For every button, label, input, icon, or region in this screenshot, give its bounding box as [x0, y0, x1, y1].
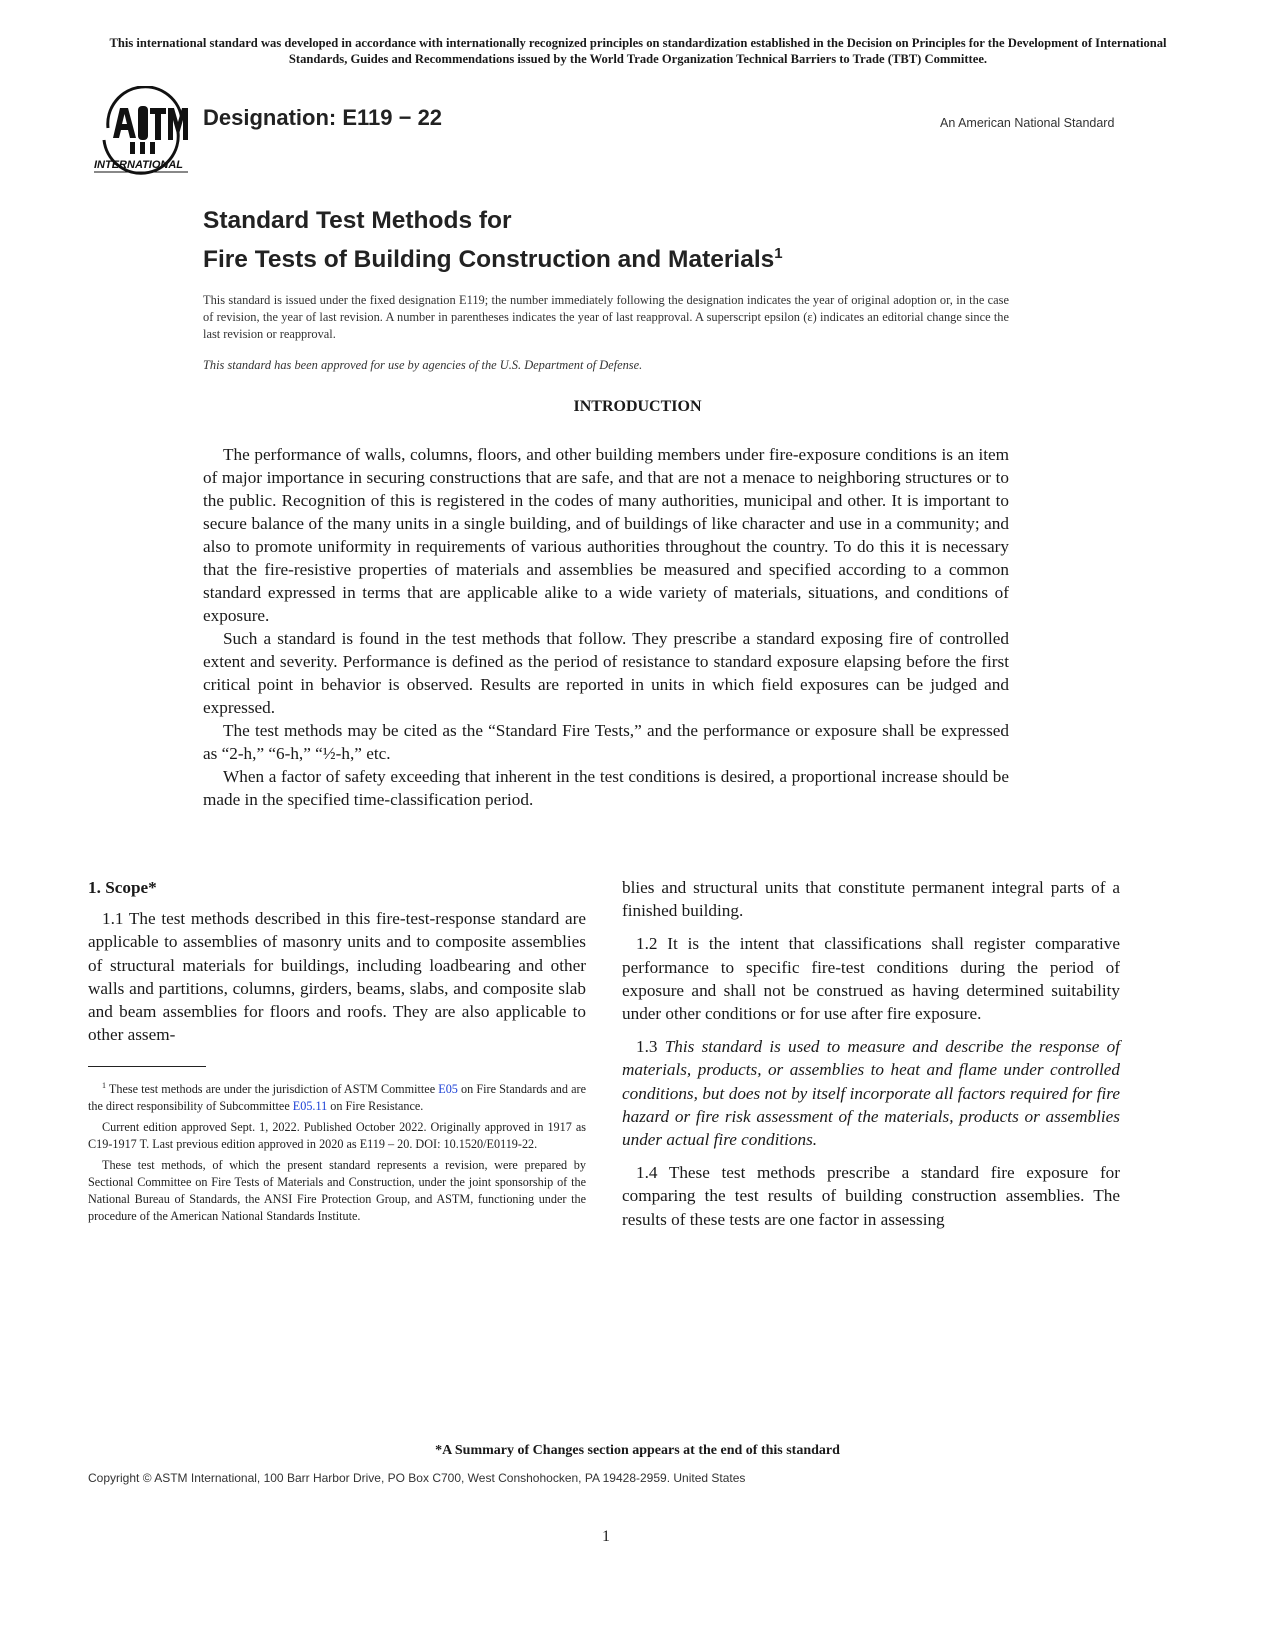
subcommittee-e05-11-link[interactable]: E05.11 [292, 1099, 328, 1114]
footnote-1 [88, 1077, 586, 1115]
designation: Designation: E119 − 22 [203, 105, 443, 130]
section-1-3-text: This standard is used to measure and describe the response of materials, products, or assemblies to heat and flame under controlled conditions, but does not by itself incorporate all factors required for fire hazard or fire risk assessment of the materials, products or assemblies under actual fire conditions. [622, 1037, 1121, 1150]
footnote-text: on Fire Resistance. [327, 1099, 424, 1114]
committee-e05-link[interactable]: E05 [438, 1082, 458, 1097]
left-column [88, 876, 586, 1056]
tbt-notice: This international standard was developed in accordance with internationally recognized principles on standardization established in the Decision on Principles for the Development of International Standards, Guides and Recommendations issued by the World Trade Organization Technical Barriers to Trade (TBT) Committee. [109, 36, 1167, 66]
section-1-1: 1.1 The test methods described in this fire-test-response standard are applicable to assemblies of masonry units and to composite assemblies of structural materials for buildings, including loadbearing and other walls and partitions, columns, girders, beams, slabs, and composite slab and beam assemblies for floors and roofs. They are also applicable to other assem- [88, 909, 586, 1045]
document-title [203, 204, 783, 276]
summary-note: *A Summary of Changes section appears at the end of this standard [435, 1443, 840, 1458]
logo-text: INTERNATIONAL [94, 159, 184, 171]
footnote-mark: 1 [102, 1081, 106, 1090]
footnote-edition: Current edition approved Sept. 1, 2022. Published October 2022. Originally approved in 1917 as C19-1917 T. Last previous edition approved in 2020 as E119 – 20. DOI: 10.1520/E0119-22. [88, 1120, 586, 1152]
dod-note: This standard has been approved for use by agencies of the U.S. Department of Defense. [203, 358, 643, 372]
footnotes [88, 1077, 586, 1229]
intro-paragraph: The test methods may be cited as the “Standard Fire Tests,” and the performance or exposure shall be expressed as “2-h,” “6-h,” “½-h,” etc. [203, 721, 1009, 763]
title-line-2 [203, 237, 783, 276]
title-footnote-mark: 1 [774, 245, 783, 262]
section-1-2: 1.2 It is the intent that classifications shall register comparative performance to specific fire-test conditions during the period of exposure and shall not be construed as having determined suitability under other conditions or for use after fire exposure. [622, 934, 1120, 1024]
issued-note: This standard is issued under the fixed designation E119; the number immediately following the designation indicates the year of original adoption or, in the case of revision, the year of last revision. A number in parentheses indicates the year of last reapproval. A superscript epsilon (ε) indicates an editorial change since the last revision or reapproval. [203, 293, 1009, 341]
title-line-1: Standard Test Methods for [203, 207, 512, 234]
intro-paragraph: Such a standard is found in the test methods that follow. They prescribe a standard exposing fire of controlled extent and severity. Performance is defined as the period of resistance to standard exposure elapsing before the first critical point in behavior is observed. Results are reported in units in which field exposures can be judged and expressed. [203, 629, 1009, 717]
intro-paragraph: The performance of walls, columns, floors, and other building members under fire-exposure conditions is an item of major importance in securing constructions that are safe, and that are not a menace to neighboring structures or to the public. Recognition of this is registered in the codes of many authorities, municipal and other. It is important to secure balance of the many units in a single building, and of buildings of like character and use in a community; and also to promote uniformity in requirements of various authorities throughout the country. To do this it is necessary that the fire-resistive properties of materials and assemblies be measured and specified according to a common standard expressed in terms that are applicable alike to a wide variety of materials, situations, and conditions of exposure. [203, 445, 1009, 625]
footnote-text: These test methods are under the jurisdiction of ASTM Committee [106, 1082, 439, 1097]
section-1-3-number: 1.3 [636, 1037, 665, 1057]
footnote-history: These test methods, of which the present standard represents a revision, were prepared by Sectional Committee on Fire Tests of Materials and Construction, under the joint sponsorship of the National Bureau of Standards, the ANSI Fire Protection Group, and ASTM, functioning under the procedure of the American National Standards Institute. [88, 1158, 586, 1224]
intro-paragraph: When a factor of safety exceeding that inherent in the test conditions is desired, a proportional increase should be made in the specified time-classification period. [203, 767, 1009, 809]
page-number: 1 [602, 1528, 610, 1545]
section-1-4: 1.4 These test methods prescribe a standard fire exposure for comparing the test results of building construction assemblies. The results of these tests are one factor in assessing [622, 1163, 1120, 1229]
copyright: Copyright © ASTM International, 100 Barr Harbor Drive, PO Box C700, West Conshohocken, PA 19428-2959. United States [88, 1471, 746, 1485]
right-column [622, 876, 1120, 1241]
astm-logo [90, 86, 194, 176]
scope-heading: 1. Scope* [88, 878, 157, 897]
section-1-1-continued: blies and structural units that constitute permanent integral parts of a finished building. [622, 878, 1120, 921]
title-line-2-text: Fire Tests of Building Construction and Materials [203, 246, 775, 274]
introduction-heading: INTRODUCTION [573, 398, 702, 415]
national-standard-label: An American National Standard [940, 116, 1115, 130]
introduction [203, 443, 1009, 811]
section-1-3 [622, 1035, 1120, 1151]
astm-logo-icon [90, 86, 194, 176]
footnote-divider [88, 1066, 206, 1067]
footnote-text: on Fire Standards and are the direct responsibility of Subcommittee [88, 1082, 586, 1114]
